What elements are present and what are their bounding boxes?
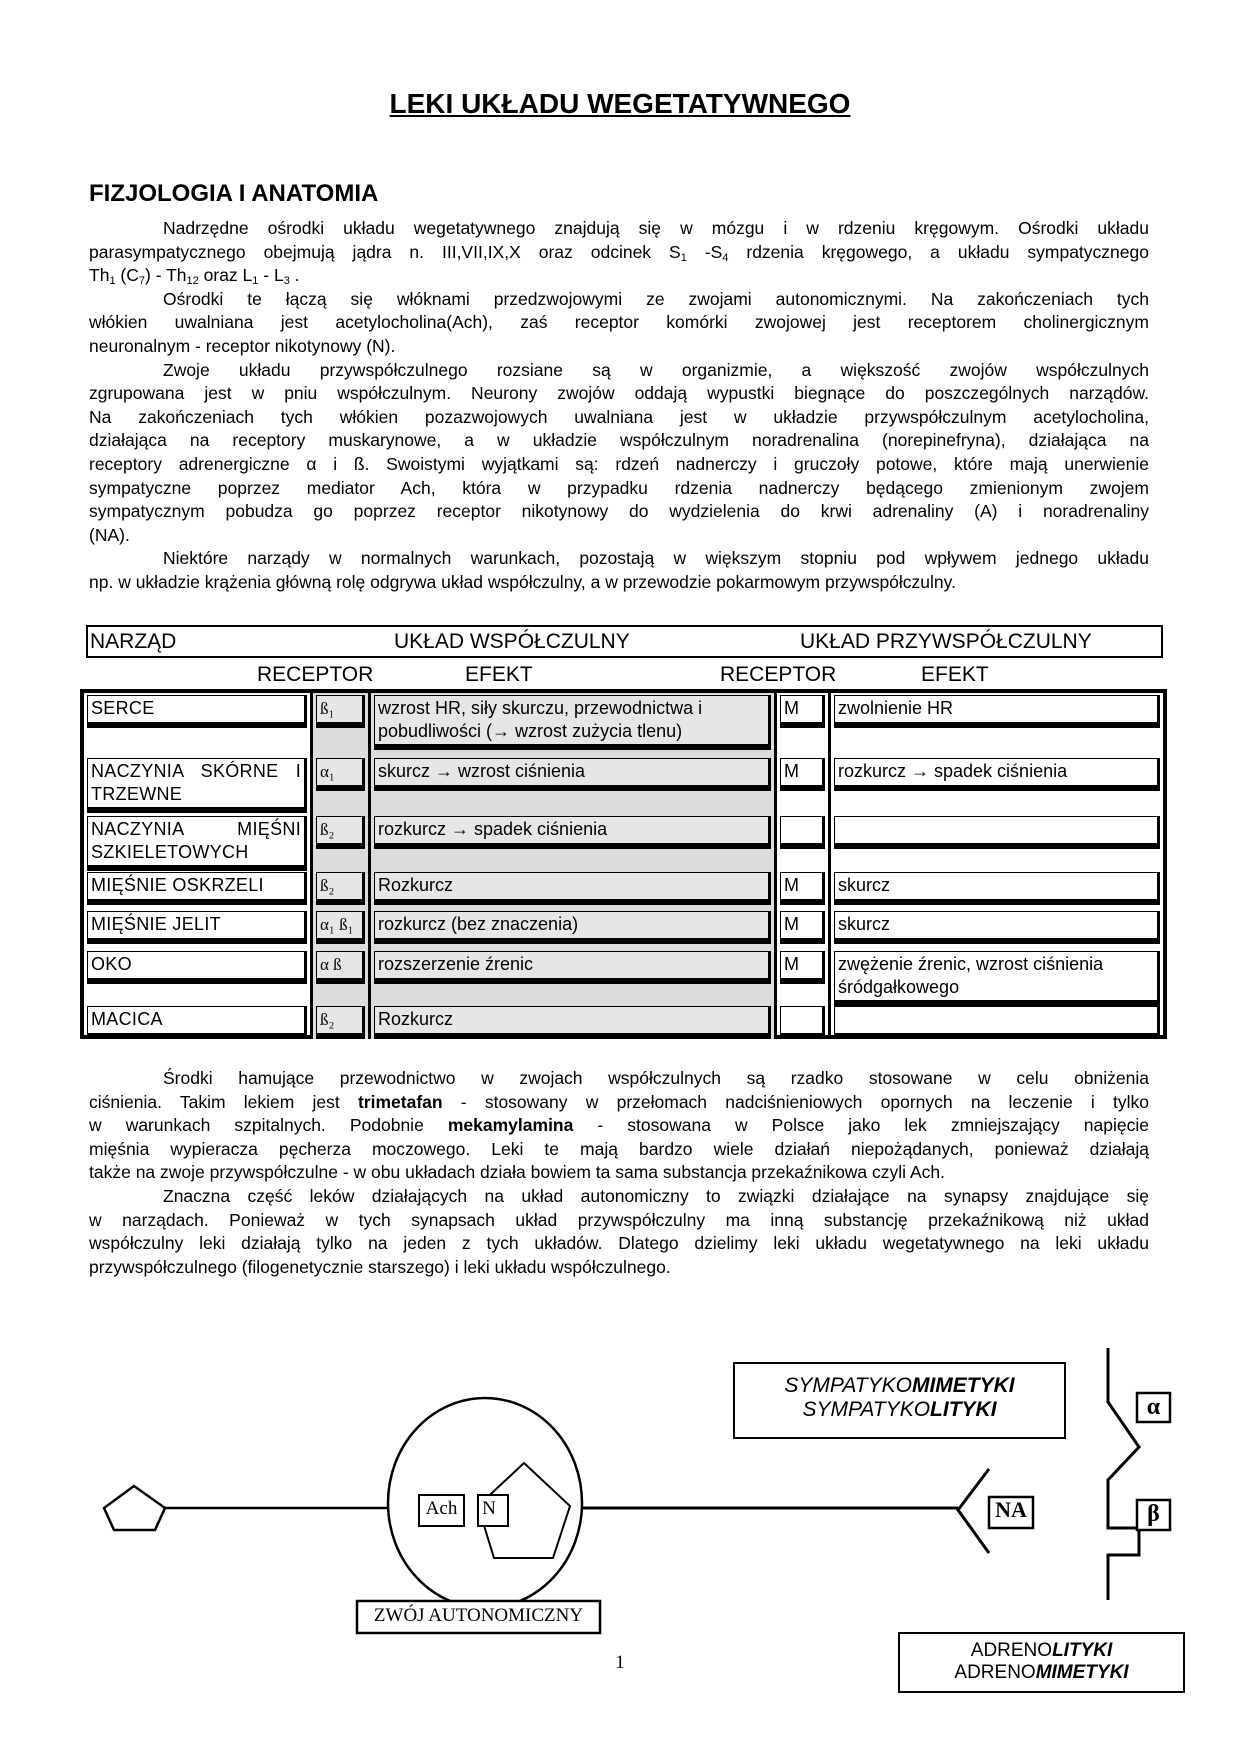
subscript: 1 bbox=[252, 275, 259, 288]
subscript: 3 bbox=[283, 275, 290, 288]
sympatykolityki-suffix: LITYKI bbox=[930, 1398, 997, 1421]
cell-value: α₁ bbox=[316, 758, 365, 791]
text-segment: neuronalnym - receptor nikotynowy (N). bbox=[89, 335, 396, 356]
text-segment: ciśnienia. Takim lekiem jest bbox=[89, 1091, 358, 1112]
text-segment: także na zwoje przywspółczulne - w obu układach działa bowiem ta sama substancja przekaźnikowa czyli Ach. bbox=[89, 1162, 945, 1183]
subheader-effect-2: EFEKT bbox=[921, 663, 989, 686]
cell-value: zwężenie źrenic, wzrost ciśnienia śródgałkowego bbox=[834, 951, 1160, 1006]
beta-label: β bbox=[1147, 1501, 1160, 1527]
cell-value: NACZYNIA SKÓRNE I TRZEWNE bbox=[87, 758, 307, 813]
text-segment: w narządach. Ponieważ w tych synapsach układ przywspółczulny ma inną substancję przekaźnikową niż układ bbox=[89, 1209, 1149, 1230]
cell-value: SERCE bbox=[87, 695, 307, 728]
cell-value: M bbox=[780, 758, 825, 791]
text-segment: zgrupowana jest w pniu współczulnym. Neurony zwojów oddają wypustki biegnące do poszczególnych narządów. bbox=[89, 383, 1149, 404]
cell-value: rozkurcz → spadek ciśnienia bbox=[374, 816, 771, 849]
text-segment: przywspółczulnego (filogenetycznie starszego) i leki układu współczulnego. bbox=[89, 1256, 671, 1277]
cell-value: rozkurcz → spadek ciśnienia bbox=[834, 758, 1160, 791]
text-segment: oraz L bbox=[198, 265, 253, 286]
text-segment: Środki hamujące przewodnictwo w zwojach współczulnych są rzadko stosowane w celu obniżenia bbox=[163, 1068, 1149, 1088]
cell-value: M bbox=[780, 951, 825, 984]
text-segment: współczulny leki działają tylko na jeden z tych układów. Dlatego dzielimy leki układu wegetatywnego na leki układu bbox=[89, 1233, 1149, 1254]
synapse-chevron bbox=[958, 1469, 989, 1553]
subscript: 12 bbox=[186, 275, 199, 288]
cell-value: zwolnienie HR bbox=[834, 695, 1160, 728]
text-segment: - stosowana w Polsce jako lek zmniejszający napięcie bbox=[573, 1115, 1149, 1136]
subheader-receptor-1: RECEPTOR bbox=[257, 663, 374, 686]
n-label: N bbox=[482, 1498, 496, 1519]
cell-value: rozkurcz (bez znaczenia) bbox=[374, 911, 771, 944]
text-segment: receptory adrenergiczne α i ß. Swoistymi wyjątkami są: rdzeń nadnerczy i gruczoły potowe, które mają unerwienie bbox=[89, 453, 1149, 474]
header-organ: NARZĄD bbox=[90, 630, 177, 653]
subscript: 1 bbox=[109, 275, 116, 288]
text-segment: mięśnia wypieracza pęcherza moczowego. Leki te mają bardzo wiele działań niepożądanych, ponieważ działają bbox=[89, 1138, 1149, 1159]
subscript: 1 bbox=[680, 251, 687, 264]
cell-value: NACZYNIA MIĘŚNI SZKIELETOWYCH bbox=[87, 816, 307, 871]
text-segment: - L bbox=[258, 265, 284, 286]
cell-value: Rozkurcz bbox=[374, 872, 771, 905]
cell-value: α₁ ß₁ bbox=[316, 911, 365, 944]
cell-value: M bbox=[780, 695, 825, 728]
cell-value: Rozkurcz bbox=[374, 1006, 771, 1039]
text-segment: - stosowany w przełomach nadciśnieniowych opornych na leczenie i tylko bbox=[442, 1091, 1149, 1112]
cell-value: ß₂ bbox=[316, 816, 365, 849]
cell-value: wzrost HR, siły skurczu, przewodnictwa i pobudliwości (→ wzrost zużycia tlenu) bbox=[374, 695, 771, 750]
effector-membrane bbox=[1108, 1348, 1139, 1600]
ach-label: Ach bbox=[425, 1498, 458, 1519]
cell-value: rozszerzenie źrenic bbox=[374, 951, 771, 984]
text-segment: parasympatycznego obejmują jądra n. III,VII,IX,X oraz odcinek S bbox=[89, 241, 681, 262]
text-segment: działająca na receptory muskarynowe, a w układzie współczulnym noradrenalina (norepinefryna), działająca na bbox=[89, 430, 1149, 451]
cell-value: MIĘŚNIE OSKRZELI bbox=[87, 872, 307, 905]
text-segment: rdzenia kręgowego, a układu sympatycznego bbox=[728, 241, 1149, 262]
bold-term: mekamylamina bbox=[447, 1115, 574, 1136]
sympatyko-labels bbox=[734, 1374, 1065, 1422]
cell-value: skurcz bbox=[834, 872, 1160, 905]
cell-value: MIĘŚNIE JELIT bbox=[87, 911, 307, 944]
cell-value: α ß bbox=[316, 951, 365, 984]
text-segment: Zwoje układu przywspółczulnego rozsiane są w organizmie, a większość zwojów współczulnych bbox=[163, 359, 1149, 380]
text-segment: (C bbox=[115, 265, 139, 286]
page-title: LEKI UKŁADU WEGETATYWNEGO bbox=[389, 88, 851, 119]
text-segment: Th bbox=[89, 265, 110, 286]
page-number: 1 bbox=[615, 1652, 625, 1673]
cell-value: skurcz → wzrost ciśnienia bbox=[374, 758, 771, 791]
header-parasympathetic: UKŁAD PRZYWSPÓŁCZULNY bbox=[800, 630, 1092, 653]
cell-value: ß₂ bbox=[316, 1006, 365, 1039]
cell-value: M bbox=[780, 911, 825, 944]
text-segment: w warunkach szpitalnych. Podobnie bbox=[89, 1115, 448, 1136]
subheader-effect-1: EFEKT bbox=[465, 663, 533, 686]
text-segment: Na zakończeniach tych włókien pozazwojowych uwalniana jest w układzie przywspółczulnym acetylocholina, bbox=[89, 406, 1149, 427]
cell-value: skurcz bbox=[834, 911, 1160, 944]
bold-term: trimetafan bbox=[357, 1091, 443, 1112]
adrenomimetyki-prefix: ADRENO bbox=[954, 1662, 1036, 1683]
preganglionic-pentagon bbox=[104, 1486, 165, 1530]
adrenomimetyki-suffix: MIMETYKI bbox=[1035, 1662, 1129, 1683]
header-sympathetic: UKŁAD WSPÓŁCZULNY bbox=[394, 630, 630, 653]
text-segment: sympatyczne poprzez mediator Ach, która w przypadku rdzenia nadnerczy będącego zmienionym zwojem bbox=[89, 477, 1149, 498]
text-segment: Ośrodki te łączą się włóknami przedzwojowymi ze zwojami autonomicznymi. Na zakończeniach tych bbox=[163, 288, 1149, 309]
subheader-receptor-2: RECEPTOR bbox=[720, 663, 837, 686]
sympatykolityki-prefix: SYMPATYKO bbox=[802, 1398, 931, 1421]
cell-value: MACICA bbox=[87, 1006, 307, 1039]
adreno-labels bbox=[899, 1640, 1184, 1684]
na-label: NA bbox=[995, 1497, 1027, 1522]
text-segment: (NA). bbox=[89, 524, 130, 545]
cell-value: ß₁ bbox=[316, 695, 365, 728]
text-segment: -S bbox=[686, 241, 723, 262]
cell-value: OKO bbox=[87, 951, 307, 984]
text-segment: sympatycznym pobudza go poprzez receptor nikotynowy do wydzielenia do krwi adrenaliny (A) i noradrenaliny bbox=[89, 501, 1149, 522]
adrenolityki-prefix: ADRENO bbox=[970, 1640, 1053, 1661]
text-segment: np. w układzie krążenia główną rolę odgrywa układ współczulny, a w przewodzie pokarmowym przywspółczulny. bbox=[89, 571, 956, 592]
ganglion-label: ZWÓJ AUTONOMICZNY bbox=[373, 1605, 584, 1626]
cell-value: ß₂ bbox=[316, 872, 365, 905]
subscript: 4 bbox=[722, 251, 729, 264]
text-segment: . bbox=[289, 265, 300, 286]
subscript: 7 bbox=[138, 275, 146, 288]
cell-value: M bbox=[780, 872, 825, 905]
alpha-label: α bbox=[1146, 1394, 1161, 1420]
sympatykomimetyki-prefix: SYMPATYKO bbox=[784, 1374, 912, 1397]
text-segment: włókien uwalniana jest acetylocholina(Ach), zaś receptor komórki zwojowej jest receptorem cholinergicznym bbox=[89, 312, 1149, 333]
text-segment: Niektóre narządy w normalnych warunkach, pozostają w większym stopniu pod wpływem jednego układu bbox=[163, 548, 1149, 569]
text-segment: ) - Th bbox=[145, 265, 187, 286]
adrenolityki-suffix: LITYKI bbox=[1052, 1640, 1113, 1661]
sympatykomimetyki-suffix: MIMETYKI bbox=[911, 1374, 1015, 1397]
text-segment: Znaczna część leków działających na układ autonomiczny to związki działające na synapsy znajdujące się bbox=[163, 1185, 1149, 1206]
text-segment: Nadrzędne ośrodki układu wegetatywnego znajdują się w mózgu i w rdzeniu kręgowym. Ośrodki układu bbox=[163, 218, 1149, 238]
section-heading: FIZJOLOGIA I ANATOMIA bbox=[89, 180, 379, 207]
